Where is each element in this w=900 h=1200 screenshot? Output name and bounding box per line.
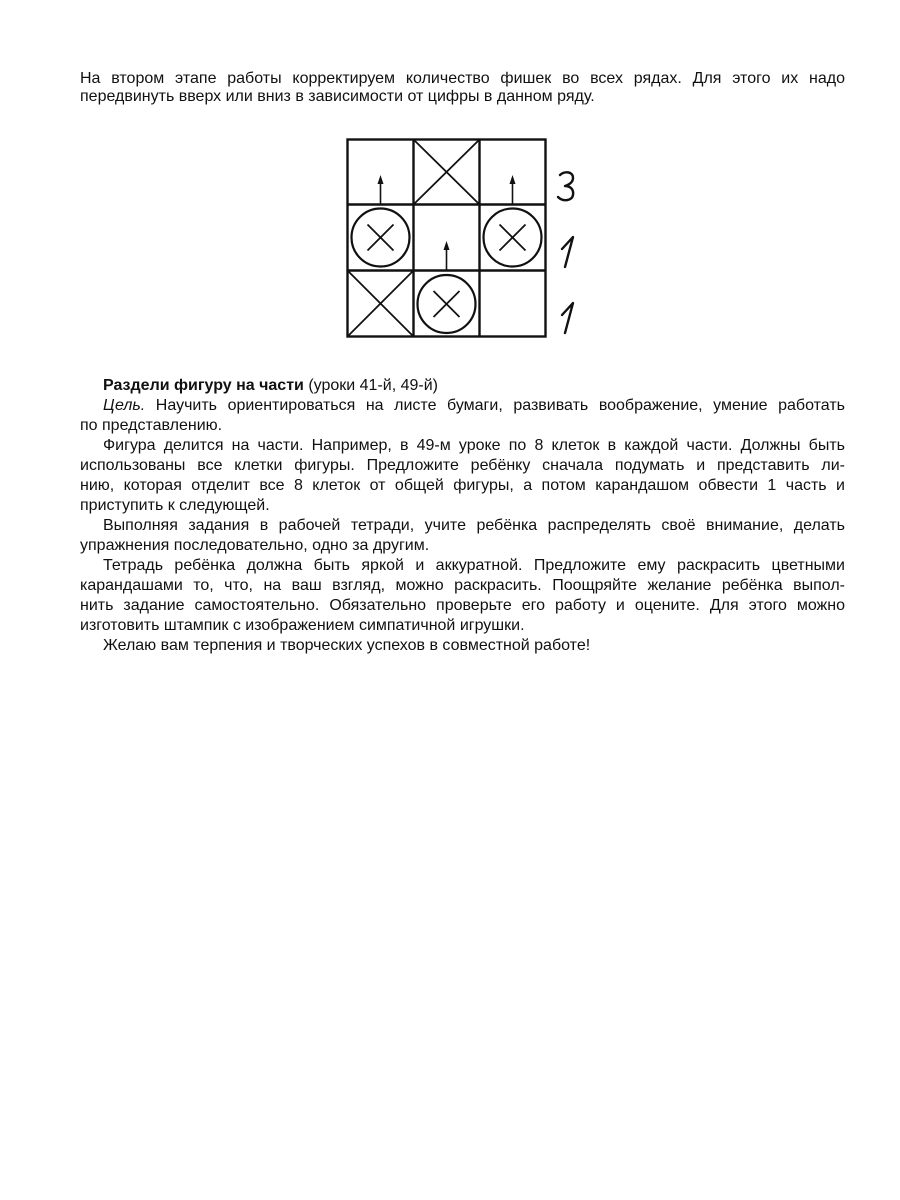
row-count-1-b [562,303,573,333]
chip-circle-icon [418,275,476,333]
goal-paragraph [80,396,845,436]
p1-line-1: Фигура делится на части. Например, в 49-м уроке по 8 клеток в каждой части. Должны быть [103,437,845,454]
chip-grid-svg [346,138,586,340]
p3-line-2: карандашами то, что, на ваш взгляд, можно раскрасить. Поощряйте желание ребёнка выпол- [80,577,845,594]
p3-line-4: изготовить штампик с изображением симпатичной игрушки. [80,617,525,634]
cross-mark-icon [348,271,414,337]
chip-grid-figure [346,138,586,340]
p1-line-4: приступить к следующей. [80,497,270,514]
p3-line-1: Тетрадь ребёнка должна быть яркой и аккуратной. Предложите ему раскрасить цветными [103,557,845,574]
intro-paragraph [80,70,845,106]
paragraph-1 [80,436,845,516]
chip-circle-icon [352,209,410,267]
section-divide-figure [80,376,845,656]
goal-line-2: по представлению. [80,417,223,434]
chip-circle-icon [484,209,542,267]
arrow-up-icon [378,175,384,205]
row-count-3 [558,172,573,200]
goal-label: Цель. [103,397,146,414]
p2-line-2: упражнения последовательно, одно за другим. [80,537,430,554]
arrow-up-icon [510,175,516,205]
paragraph-3 [80,556,845,636]
p1-line-3: нию, которая отделит все 8 клеток от общей фигуры, а потом карандашом обвести 1 часть и [80,477,845,494]
p2-line-1: Выполняя задания в рабочей тетради, учите ребёнка распределять своё внимание, делать [103,517,845,534]
p3-line-3: нить задание самостоятельно. Обязательно проверьте его работу и оцените. Для этого можно [80,597,845,614]
section-heading [80,376,845,396]
section-lessons: (уроки 41-й, 49-й) [303,377,438,394]
intro-line-2: передвинуть вверх или вниз в зависимости от цифры в данном ряду. [80,88,595,105]
intro-line-1: На втором этапе работы корректируем количество фишек во всех рядах. Для этого их надо [80,70,845,87]
paragraph-4 [80,636,845,656]
arrow-up-icon [444,241,450,271]
section-title: Раздели фигуру на части [103,377,304,394]
paragraph-2 [80,516,845,556]
p4-line-1: Желаю вам терпения и творческих успехов в совместной работе! [103,637,591,654]
p1-line-2: использованы все клетки фигуры. Предложите ребёнку сначала подумать и представить ли- [80,457,845,474]
cross-mark-icon [414,140,480,205]
goal-line-1: Цель. Научить ориентироваться на листе бумаги, развивать воображение, умение работать [103,397,845,414]
row-count-1-a [562,237,573,267]
